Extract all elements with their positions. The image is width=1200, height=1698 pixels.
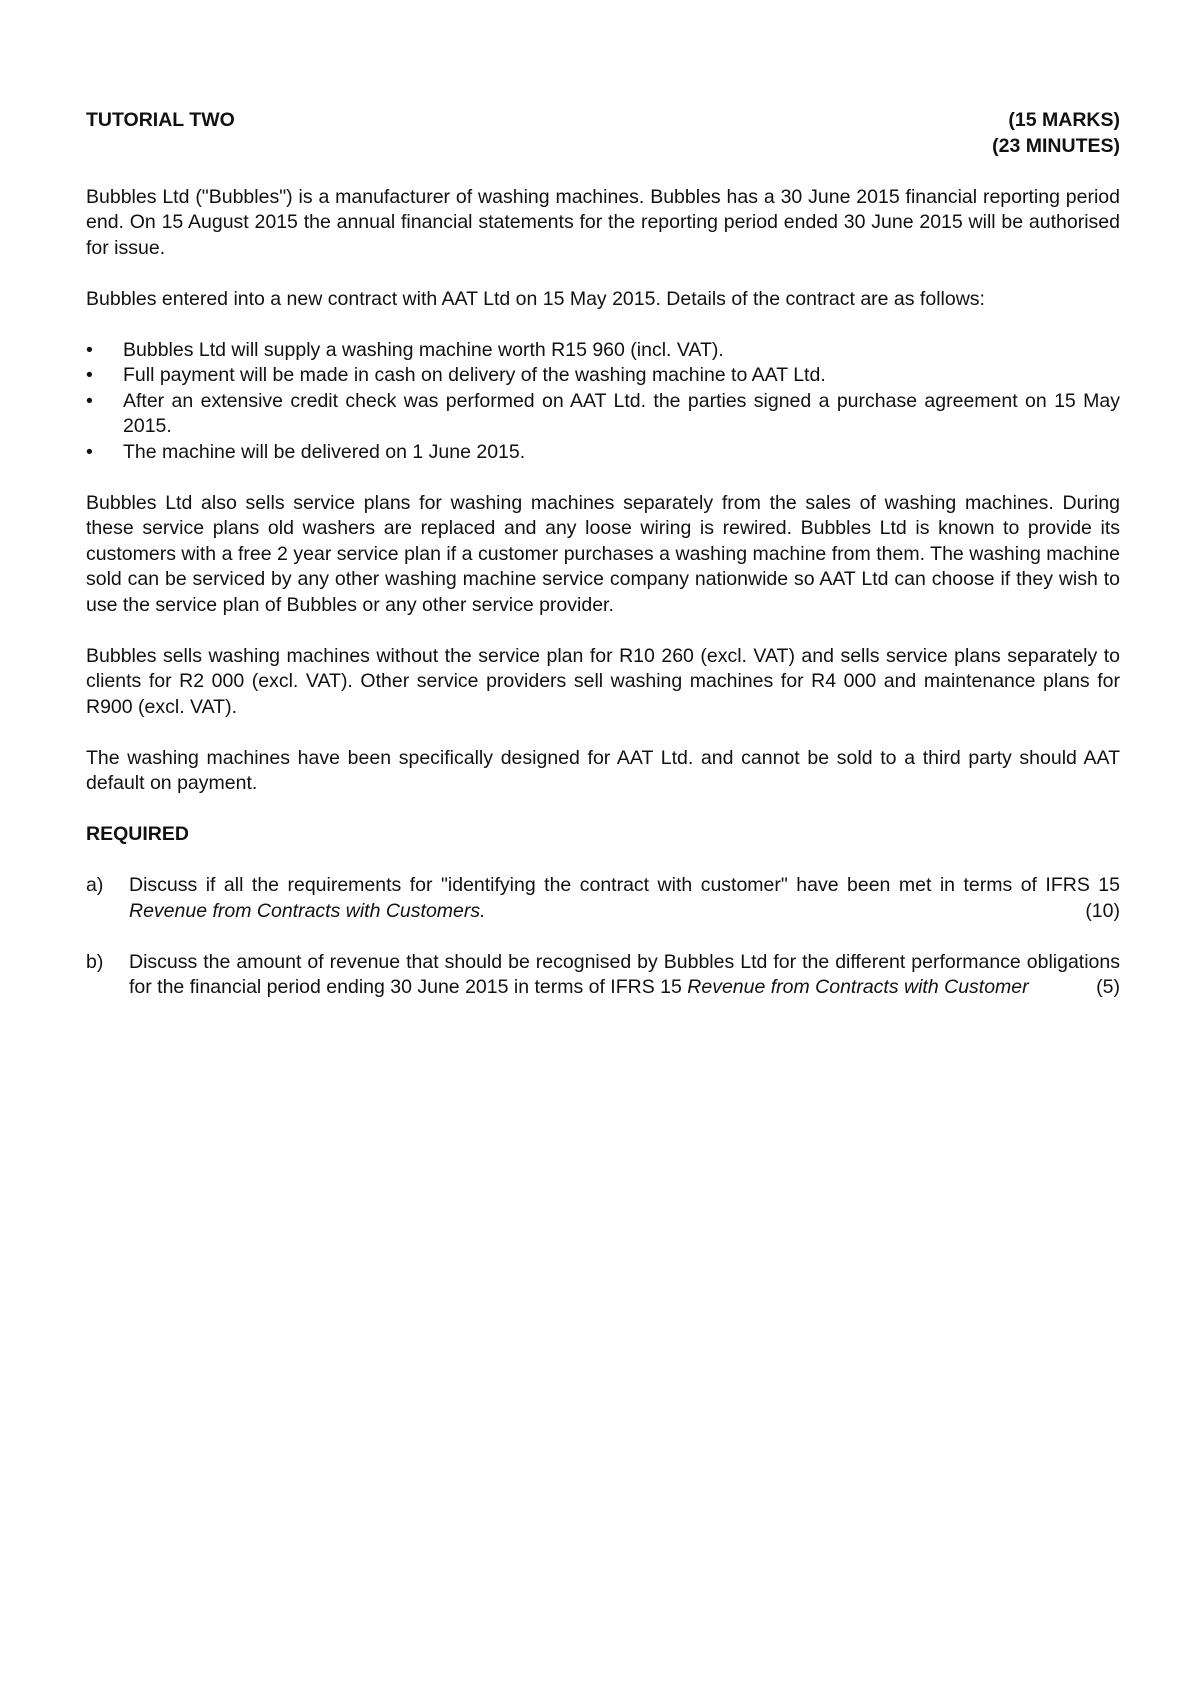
minutes-label: (23 MINUTES): [992, 134, 1120, 157]
list-item-text: Bubbles Ltd will supply a washing machine worth R15 960 (incl. VAT).: [123, 338, 724, 361]
question-label: a): [86, 874, 104, 896]
list-item-text: The machine will be delivered on 1 June 2015.: [123, 440, 526, 463]
required-heading: REQUIRED: [86, 823, 189, 845]
contract-paragraph: Bubbles entered into a new contract with AAT Ltd on 15 May 2015. Details of the contract are as follows:: [86, 287, 985, 310]
document-page: [86, 108, 1120, 1026]
bullet-icon: •: [86, 364, 93, 386]
tutorial-title: TUTORIAL TWO: [86, 109, 235, 131]
question-body: [129, 873, 1120, 924]
list-item: [86, 389, 1120, 440]
bullet-icon: •: [86, 338, 93, 361]
tutorial-header: [86, 108, 1120, 159]
list-item: [86, 440, 1120, 466]
list-item-text: Full payment will be made in cash on delivery of the washing machine to AAT Ltd.: [123, 364, 826, 386]
contract-details-list: [86, 338, 1120, 466]
marks-label: (15 MARKS): [1008, 109, 1120, 131]
question-body: [129, 950, 1120, 1001]
pricing-paragraph: Bubbles sells washing machines without the service plan for R10 260 (excl. VAT) and sells service plans separately to clients for R2 000 (excl. VAT). Other service providers sell washing machines for R4 000 and maintenance plans for R900 (excl. VAT).: [86, 644, 1120, 718]
service-plan-paragraph: Bubbles Ltd also sells service plans for washing machines separately from the sales of washing machines. During these service plans old washers are replaced and any loose wiring is rewired. Bubbles Ltd is known to provide its customers with a free 2 year service plan if a customer purchases a washing machine from them. The washing machine sold can be serviced by any other washing machine service company nationwide so AAT Ltd can choose if they wish to use the service plan of Bubbles or any other service provider.: [86, 491, 1120, 616]
question-italic-text: Revenue from Contracts with Customer: [687, 976, 1029, 998]
question-text: Discuss if all the requirements for "identifying the contract with customer" have been met in terms of IFRS 15: [129, 874, 1120, 896]
list-item: [86, 363, 1120, 389]
question-text: Discuss the amount of revenue that should be recognised by Bubbles Ltd for the different performance obligations for the financial period ending 30 June 2015 in terms of IFRS 15: [129, 950, 1120, 998]
question-label: b): [86, 950, 104, 973]
list-item-text: After an extensive credit check was performed on AAT Ltd. the parties signed a purchase agreement on 15 May 2015.: [123, 389, 1120, 437]
intro-paragraph: Bubbles Ltd ("Bubbles") is a manufacturer of washing machines. Bubbles has a 30 June 2015 financial reporting period end. On 15 August 2015 the annual financial statements for the reporting period ended 30 June 2015 will be authorised for issue.: [86, 185, 1120, 259]
question-a: [86, 873, 1120, 924]
question-italic-text: Revenue from Contracts with Customers.: [129, 899, 486, 922]
question-b: [86, 950, 1120, 1001]
design-paragraph: The washing machines have been specifically designed for AAT Ltd. and cannot be sold to a third party should AAT default on payment.: [86, 746, 1120, 794]
list-item: [86, 338, 1120, 364]
question-marks: (10): [1085, 899, 1120, 922]
bullet-icon: •: [86, 389, 93, 412]
question-marks: (5): [1096, 976, 1120, 998]
spacer: [86, 159, 1120, 185]
bullet-icon: •: [86, 440, 93, 463]
header-meta: [992, 108, 1120, 159]
